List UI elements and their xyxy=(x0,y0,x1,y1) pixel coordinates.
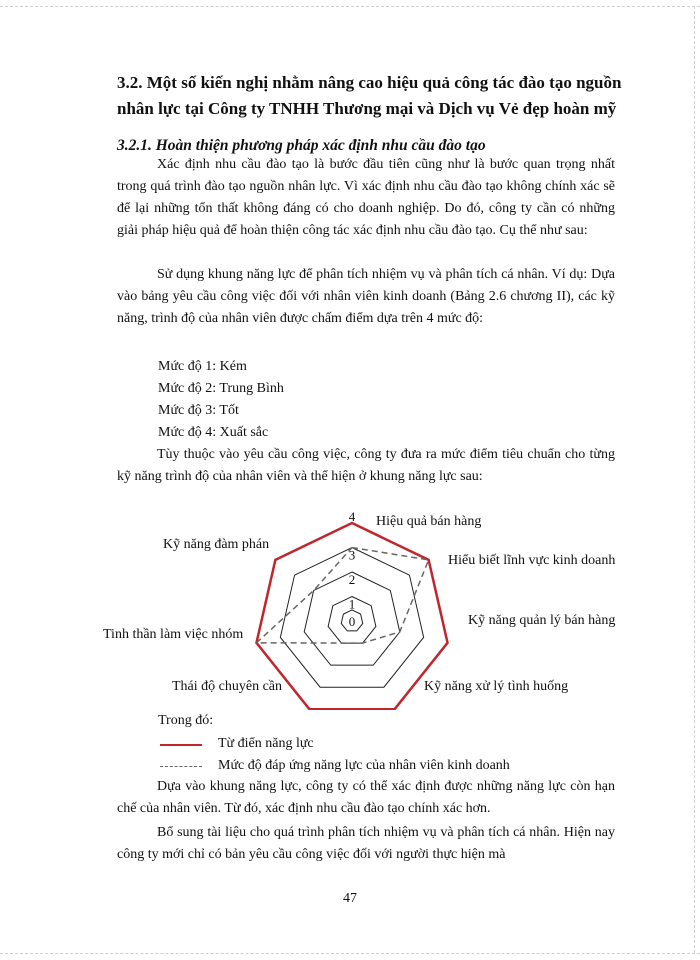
page-border-bottom xyxy=(0,953,700,954)
subsection-heading: 3.2.1. Hoàn thiện phương pháp xác định nhu cầu đào tạo xyxy=(117,137,486,154)
level-item: Mức độ 1: Kém xyxy=(158,359,247,374)
paragraph-5: Bổ sung tài liệu cho quá trình phân tích nhiệm vụ và phân tích cá nhân. Hiện nay công ty mới chỉ có bản yêu cầu công việc đối với người thực hiện mà xyxy=(117,825,615,862)
axis-label: Hiểu biết lĩnh vực kinh doanh xyxy=(448,553,616,568)
legend-solid-label: Từ điển năng lực xyxy=(218,736,314,751)
axis-label: Tinh thần làm việc nhóm xyxy=(103,627,244,642)
page-border-right xyxy=(694,6,695,953)
axis-label: Hiệu quả bán hàng xyxy=(376,514,482,529)
level-item: Mức độ 3: Tốt xyxy=(158,403,239,418)
legend-item-solid xyxy=(160,733,620,755)
legend-solid-line-icon xyxy=(160,744,202,746)
axis-label: Kỹ năng quản lý bán hàng xyxy=(468,613,616,628)
paragraph-1: Xác định nhu cầu đào tạo là bước đầu tiên cũng như là bước quan trọng nhất trong quá trình đào tạo nguồn nhân lực. Vì xác định nhu cầu đào tạo không chính xác sẽ để lại những tổn thất không đáng có cho doanh nghiệp. Do đó, công ty cần có những giải pháp hiệu quả để hoàn thiện công tác xác định nhu cầu đào tạo. Cụ thể như sau: xyxy=(117,157,615,238)
page-number: 47 xyxy=(343,891,357,906)
legend-item-dashed xyxy=(160,755,620,777)
legend-dashed-line-icon xyxy=(160,766,202,767)
paragraph-2: Sử dụng khung năng lực để phân tích nhiệm vụ và phân tích cá nhân. Ví dụ: Dựa vào bảng yêu cầu công việc đối với nhân viên kinh doanh (Bảng 2.6 chương II), các kỹ năng, trình độ của nhân viên được chấm điểm dựa trên 4 mức độ: xyxy=(117,267,615,326)
paragraph-3: Tùy thuộc vào yêu cầu công việc, công ty đưa ra mức điểm tiêu chuẩn cho từng kỹ năng trình độ của nhân viên và thể hiện ở khung năng lực sau: xyxy=(117,447,615,484)
tick-label-3: 3 xyxy=(348,547,356,563)
axis-label: Thái độ chuyên cần xyxy=(172,679,283,694)
legend-dashed-label: Mức độ đáp ứng năng lực của nhân viên kinh doanh xyxy=(218,758,510,773)
tick-label-4: 4 xyxy=(348,509,356,524)
level-item: Mức độ 4: Xuất sắc xyxy=(158,425,269,440)
level-item: Mức độ 2: Trung Bình xyxy=(158,381,284,396)
axis-label: Kỹ năng đàm phán xyxy=(163,537,270,552)
tick-label-0: 0 xyxy=(348,614,356,629)
tick-label-1: 1 xyxy=(348,596,356,612)
tick-label-2: 2 xyxy=(348,572,356,587)
paragraph-4: Dựa vào khung năng lực, công ty có thể xác định được những năng lực còn hạn chế của nhân viên. Từ đó, xác định nhu cầu đào tạo chính xác hơn. xyxy=(117,779,615,816)
section-heading: 3.2. Một số kiến nghị nhằm nâng cao hiệu quả công tác đào tạo nguồn nhân lực tại Công ty TNHH Thương mại và Dịch vụ Vẻ đẹp hoàn mỹ xyxy=(117,73,622,118)
page-border-top xyxy=(0,6,700,7)
legend-intro: Trong đó: xyxy=(158,713,214,728)
axis-label: Kỹ năng xử lý tình huống xyxy=(424,679,569,694)
radar-chart xyxy=(0,500,700,710)
